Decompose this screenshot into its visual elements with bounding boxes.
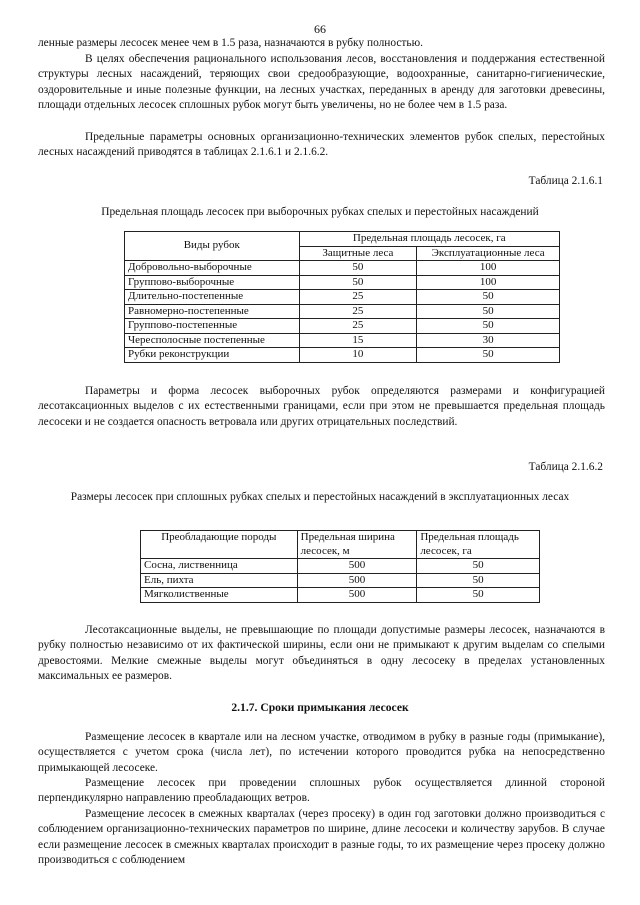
table2: [140, 530, 540, 603]
table2-title: Размеры лесосек при сплошных рубках спелых и перестойных насаждений в эксплуатационных лесах: [70, 491, 570, 503]
table1-header-protective: Защитные леса: [299, 246, 417, 261]
table2-header-width: Предельная ширина лесосек, м: [297, 531, 417, 559]
table-row: Длительно-постепенные 25 50: [125, 290, 560, 305]
table-row: Ель, пихта 500 50: [141, 573, 540, 588]
paragraph-4: Параметры и форма лесосек выборочных рубок определяются размерами и конфигурацией лесотаксационных выделов с их естественными границами, если при этом не превышается предельная площадь лесосеки и не создается опасность ветровала или других отрицательных последствий.: [38, 385, 605, 428]
paragraph-6: Размещение лесосек в квартале или на лесном участке, отводимом в рубку в разные годы (примыкание), осуществляется с учетом срока (числа лет), по истечении которого проводится рубка на непосредственно примыкающей лесосеке.: [38, 731, 605, 774]
paragraph-7: Размещение лесосек при проведении сплошных рубок осуществляется длинной стороной перпендикулярно направлению преобладающих ветров.: [38, 777, 605, 805]
paragraph-3: Предельные параметры основных организационно-технических элементов рубок спелых, перестойных лесных насаждений приводятся в таблицах 2.1.6.1 и 2.1.6.2.: [38, 131, 605, 159]
table1-header-exploitation: Эксплуатационные леса: [417, 246, 560, 261]
table2-header-species: Преобладающие породы: [141, 531, 298, 559]
table1: [124, 231, 560, 363]
table-row: Чересполосные постепенные 15 30: [125, 333, 560, 348]
table1-header-type: Виды рубок: [125, 232, 300, 261]
table1-caption: Таблица 2.1.6.1: [528, 175, 603, 187]
table2-header-area: Предельная площадь лесосек, га: [417, 531, 540, 559]
page-number: 66: [314, 22, 326, 36]
paragraph-8: Размещение лесосек в смежных кварталах (через просеку) в один год заготовки должно производиться с соблюдением организационно-технических параметров по ширине, длине лесосеки и количеству зарубов. В случае если размещение лесосек в смежных кварталах происходит в разные годы, то их размещение через просеку должно производиться с соблюдением: [38, 808, 605, 867]
table-row: Сосна, лиственница 500 50: [141, 559, 540, 574]
section-title: 2.1.7. Сроки примыкания лесосек: [231, 701, 409, 714]
table2-caption: Таблица 2.1.6.2: [528, 461, 603, 473]
table-row: Группово-выборочные 50 100: [125, 275, 560, 290]
table1-title: Предельная площадь лесосек при выборочных рубках спелых и перестойных насаждений: [101, 206, 539, 218]
paragraph-5: Лесотаксационные выделы, не превышающие по площади допустимые размеры лесосек, назначаются в рубку полностью независимо от их фактической ширины, если они не примыкают к другим выделам со спелыми древостоями. Мелкие смежные выделы могут объединяться в одну лесосеку в пределах установленных максимальных ее размеров.: [38, 624, 605, 683]
table-row: Мягколиственные 500 50: [141, 588, 540, 603]
table-row: Рубки реконструкции 10 50: [125, 348, 560, 363]
table-row: Группово-постепенные 25 50: [125, 319, 560, 334]
table-row: Добровольно-выборочные 50 100: [125, 261, 560, 276]
paragraph-2: В целях обеспечения рационального использования лесов, восстановления и поддержания естественной структуры лесных насаждений, теряющих свои средообразующие, водоохранные, санитарно-гигиенические, оздоровительные и иные полезные функции, на лесных участках, переданных в аренду для заготовки древесины, площади отдельных лесосек сплошных рубок могут быть увеличены, но не более чем в 1.5 раза.: [38, 53, 605, 112]
table1-header-group: Предельная площадь лесосек, га: [299, 232, 559, 247]
table-row: Равномерно-постепенные 25 50: [125, 304, 560, 319]
paragraph-1: ленные размеры лесосек менее чем в 1.5 раза, назначаются в рубку полностью.: [38, 37, 423, 49]
